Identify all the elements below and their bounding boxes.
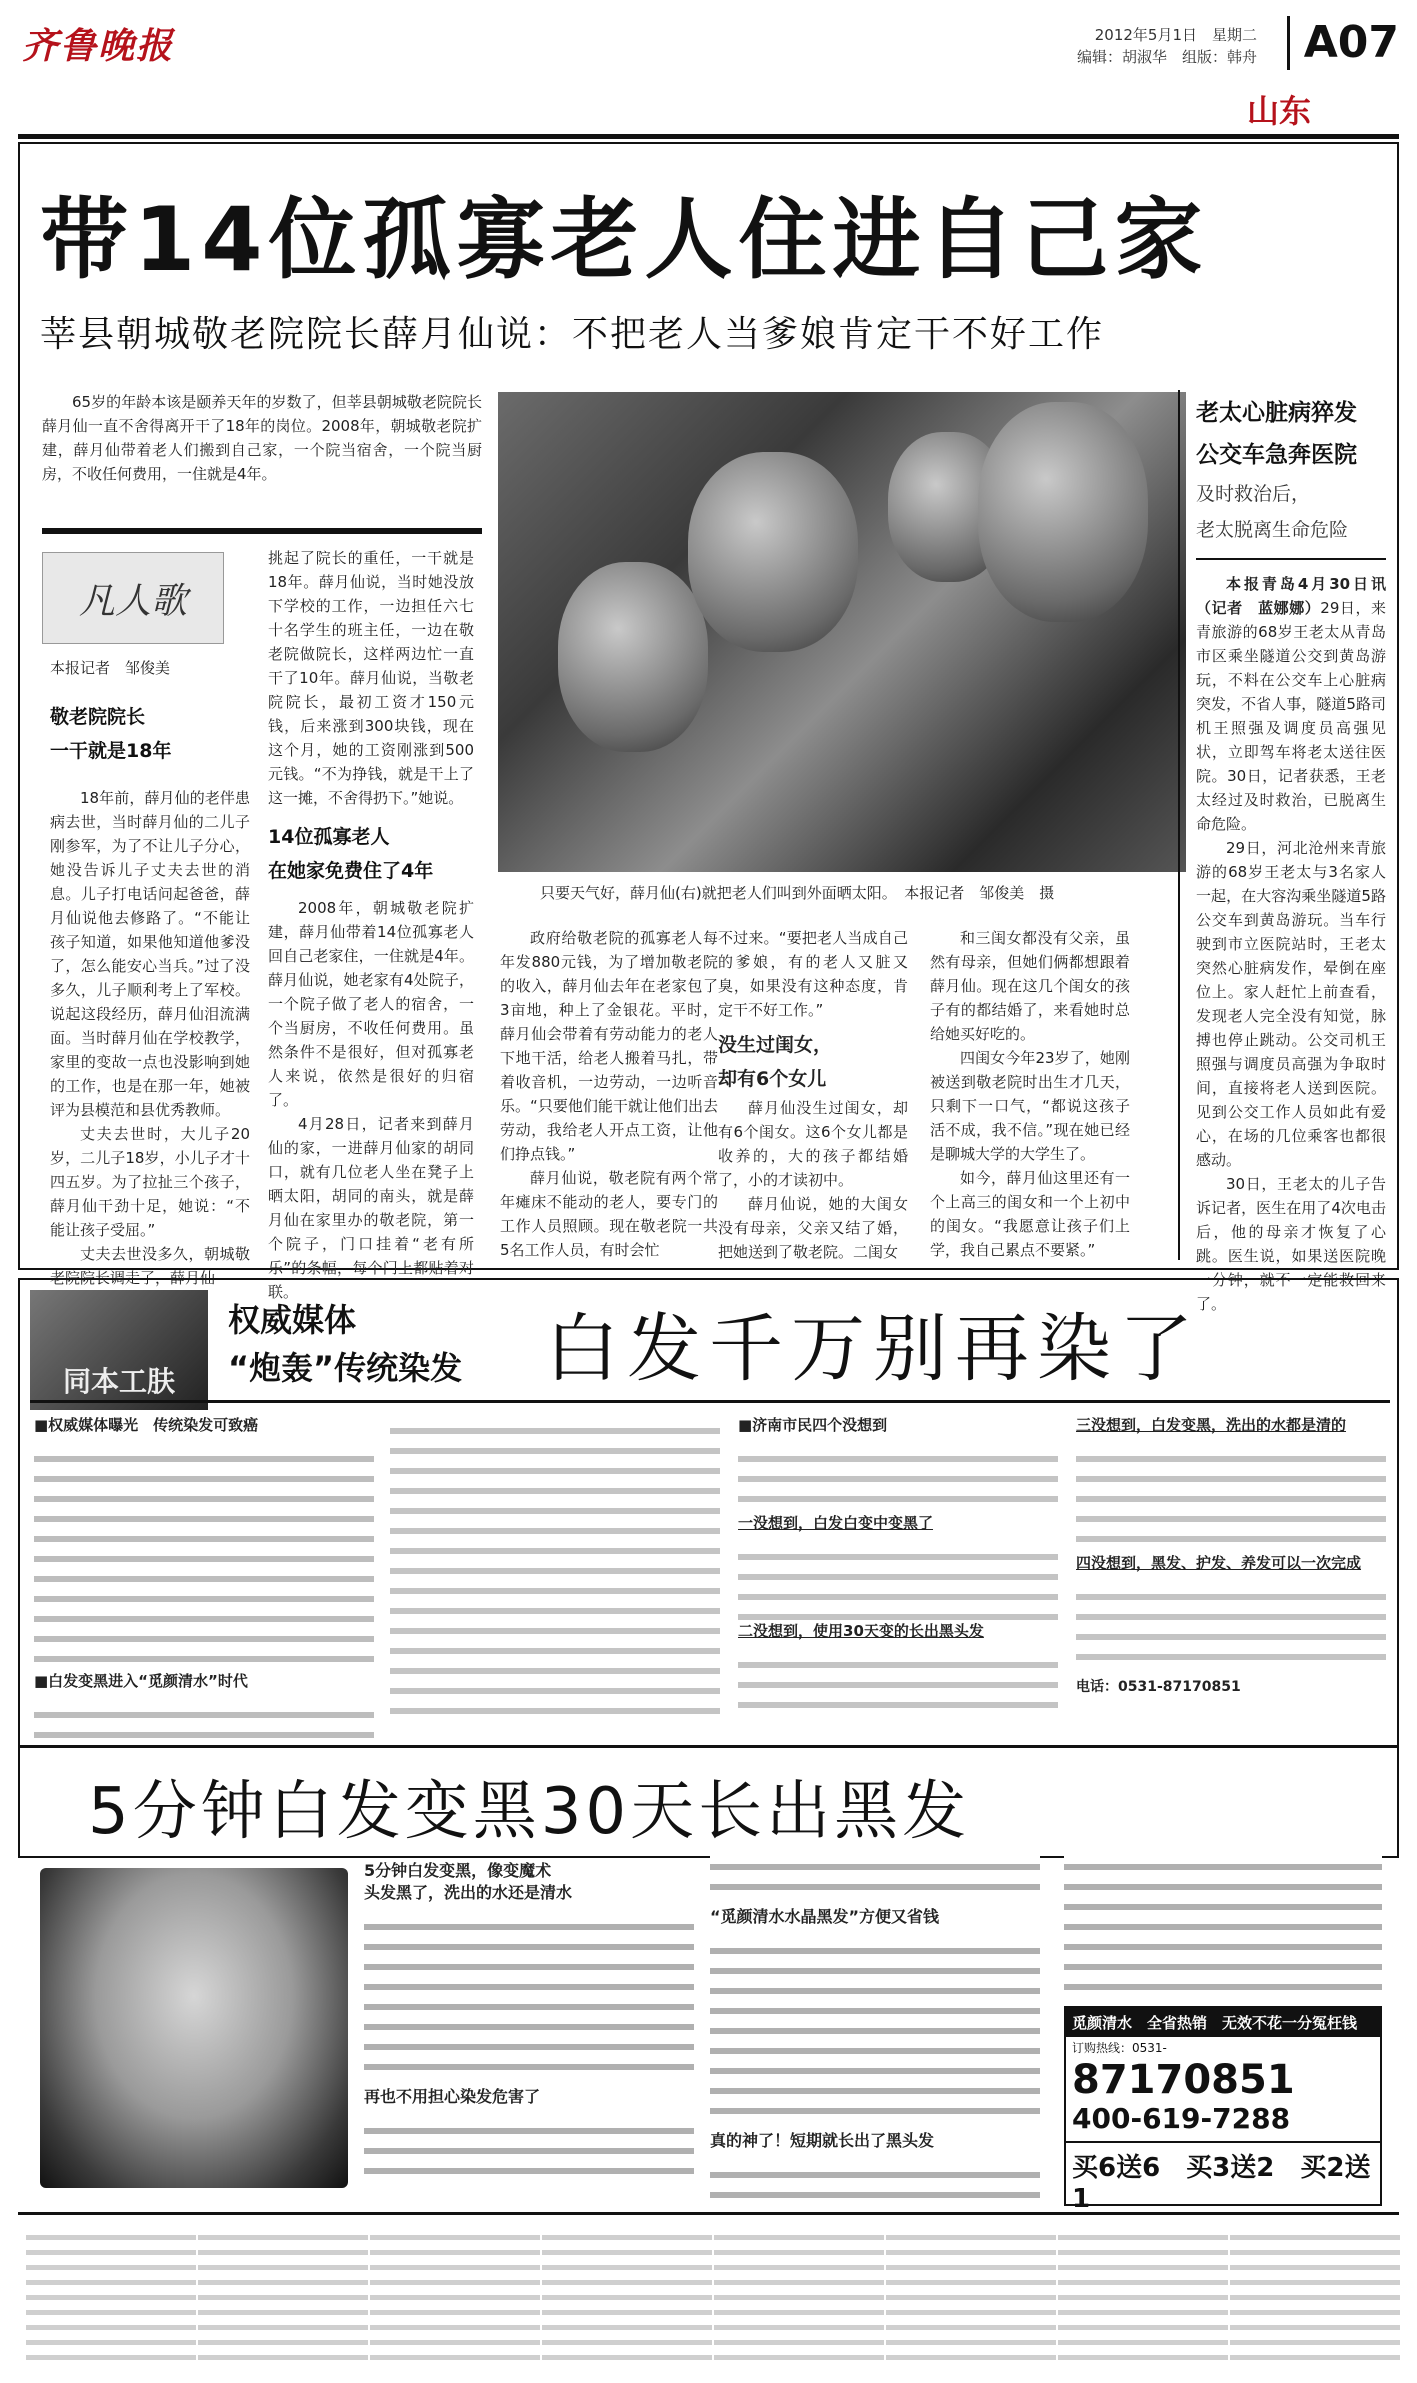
ad1-text-block-2 <box>34 1698 374 1738</box>
col2-p3: 4月28日，记者来到薛月仙的家，一进薛月仙家的胡同口，就有几位老人坐在凳子上晒太阳，胡同的南头，就是薛月仙在家里办的敬老院，第一个院子，门口挂着“老有所乐”的条幅，每个门上都贴着对联。 <box>268 1115 474 1301</box>
ad2-text-block-5 <box>710 2158 1040 2198</box>
ad2-section-4: 真的神了！短期就长出了黑头发 <box>710 2131 935 2150</box>
ad1-section-2: ■白发变黑进入“觅颜清水”时代 <box>34 1672 248 1690</box>
classified-listings <box>18 2212 1399 2375</box>
ad2-col-2 <box>710 1850 1040 2198</box>
subhead-2-line1: 14位孤寡老人 <box>268 826 390 848</box>
intro-rule <box>42 528 482 534</box>
listing-column <box>1058 2225 1228 2365</box>
ad1-phone: 电话：0531-87170851 <box>1076 1679 1241 1695</box>
ad2-offer: 买6送6 买3送2 买2送1 <box>1066 2141 1380 2218</box>
lead-column-3 <box>500 926 718 1262</box>
col3-p2: 薛月仙说，敬老院有两个常年瘫床不能动的老人，要专门的工作人员照顾。现在敬老院一共5名工作人员，有时会忙 <box>500 1169 718 1259</box>
ad1-point-4: 四没想到，黑发、护发、养发可以一次完成 <box>1076 1554 1362 1572</box>
ad2-hotline-number: 87170851 <box>1072 2057 1295 2103</box>
ad2-section-1b: 头发黑了，洗出的水还是清水 <box>364 1883 573 1902</box>
ad1-text-block-3 <box>738 1442 1058 1512</box>
ad-kicker-line1: 权威媒体 <box>228 1301 357 1339</box>
ad2-text-block-3 <box>710 1850 1040 1900</box>
ad2-hotline-number-2: 400-619-7288 <box>1072 2102 1291 2135</box>
subhead-3-line2: 却有6个女儿 <box>718 1068 827 1090</box>
lead-column-5 <box>930 926 1130 1262</box>
photo-caption: 只要天气好，薛月仙(右)就把老人们叫到外面晒太阳。 本报记者 邹俊美 摄 <box>540 884 1055 902</box>
sidebar-title-line1: 老太心脏病猝发 <box>1196 400 1357 426</box>
col1-p1: 18年前，薛月仙的老伴患病去世，当时薛月仙的二儿子刚参军，为了不让儿子分心，她没告诉儿子丈夫去世的消息。儿子打电话问起爸爸，薛月仙说他去修路了。“不能让孩子知道，如果他知道他爹没了，怎么能安心当兵。”过了没多久，儿子顺利考上了军校。说起这段经历，薛月仙泪流满面。当时薛月仙在学校教学，家里的变故一点也没影响到她的工作，也是在那一年，她被评为县模范和县优秀教师。 <box>50 789 250 1119</box>
ad-corner-tag: 同本工肤 <box>30 1290 208 1410</box>
ad1-text-block-1 <box>34 1442 374 1662</box>
ad2-text-block-4 <box>710 1934 1040 2124</box>
ad-kicker-line2: “炮轰”传统染发 <box>228 1349 463 1387</box>
ad-rule <box>30 1400 1390 1403</box>
ad-kicker <box>228 1296 462 1392</box>
sidebar-sub-line1: 及时救治后， <box>1196 483 1311 505</box>
ad2-col-1 <box>364 1860 694 2174</box>
ad1-section-3: ■济南市民四个没想到 <box>738 1416 888 1434</box>
ad-col-2 <box>390 1414 720 1714</box>
ad2-text-block-1 <box>364 1910 694 2080</box>
sidebar-body <box>1196 572 1386 1316</box>
ad2-top-rule <box>18 1745 1399 1748</box>
ad-col-1 <box>34 1414 374 1738</box>
lead-subheadline: 莘县朝城敬老院院长薛月仙说：不把老人当爹娘肯定干不好工作 <box>40 314 1105 355</box>
listing-column <box>542 2225 712 2365</box>
intro-paragraph: 65岁的年龄本该是颐养天年的岁数了，但莘县朝城敬老院院长薛月仙一直不舍得离开干了18年的岗位。2008年，朝城敬老院扩建，薛月仙带着老人们搬到自己家，一个院当宿舍，一个院当厨房，不收任何费用，一住就是4年。 <box>42 393 482 483</box>
ad-col-3 <box>738 1414 1058 1718</box>
col5-p1: 和三闺女都没有父亲，虽然有母亲，但她们俩都想跟着薛月仙。现在这几个闺女的孩子有的都结婚了，来看她时总给她买好吃的。 <box>930 929 1130 1043</box>
subhead-2 <box>268 820 474 888</box>
listing-column <box>886 2225 1056 2365</box>
photo-figure-caretaker <box>978 402 1148 622</box>
sidebar-p2: 29日，河北沧州来青旅游的68岁王老太与3名家人一起，在大容沟乘坐隧道5路公交车到黄岛游玩。当车行驶到市立医院站时，王老太突然心脏病发作，晕倒在座位上。家人赶忙上前查看，发现老人完全没有知觉，脉搏也停止跳动。公交司机王照强与调度员高强为争取时间，直接将老人送到医院。见到公交工作人员如此有爱心，在场的几位乘客也都很感动。 <box>1196 839 1386 1169</box>
sidebar-dateline: 本报青岛4月30日讯（记者 蓝娜娜） <box>1196 575 1386 617</box>
listing-column <box>26 2225 196 2365</box>
ad1-point-1: 一没想到，白发白变中变黑了 <box>738 1514 934 1532</box>
header-rule <box>18 134 1399 139</box>
col4-p2: 薛月仙没生过闺女，却有6个闺女。这6个女儿都是收养的，大的孩子都结婚了，小的才读初中。 <box>718 1099 908 1189</box>
lead-column-1 <box>50 786 250 1290</box>
ad2-model-photo <box>40 1868 348 2188</box>
ad2-contact-box <box>1064 2006 1382 2214</box>
listing-column <box>1230 2225 1400 2365</box>
region-label: 山东 <box>1246 92 1311 130</box>
sidebar-divider <box>1178 390 1180 1260</box>
ad2-col-3 <box>1064 1850 1382 2000</box>
lead-photo <box>498 392 1186 872</box>
editor-credits: 编辑：胡淑华 组版：韩舟 <box>1076 48 1257 66</box>
ad-col-4 <box>1076 1414 1386 1698</box>
col3-p1: 政府给敬老院的孤寡老人每年发880元钱，为了增加敬老院的收入，薛月仙去年在老家包了3亩地，种上了金银花。平时，薛月仙会带着有劳动能力的老人下地干活，给老人搬着马扎，带着收音机，一边劳动，一边听音乐。“只要他们能干就让他们出去劳动，我给老人开点工资，让他们挣点钱。” <box>500 929 718 1163</box>
subhead-2-line2: 在她家免费住了4年 <box>268 860 434 882</box>
ad-title: 白发千万别再染了 <box>545 1306 1201 1392</box>
sidebar-story <box>1196 392 1386 1316</box>
lead-headline: 带14位孤寡老人住进自己家 <box>40 188 1209 291</box>
col2-p1: 挑起了院长的重任，一干就是18年。薛月仙说，当时她没放下学校的工作，一边担任六七十名学生的班主任，一边在敬老院做院长，这样两边忙一直干了10年。薛月仙说，当敬老院院长，最初工资才150元钱，后来涨到300块钱，现在这个月，她的工资刚涨到500元钱。“不为挣钱，就是干上了这一摊，不舍得扔下。”她说。 <box>268 549 474 807</box>
lead-column-2 <box>268 546 474 810</box>
lead-column-2b <box>268 896 474 1304</box>
subhead-3-line1: 没生过闺女， <box>718 1034 833 1056</box>
page-number: A07 <box>1287 16 1399 70</box>
subhead-1-line2: 一干就是18年 <box>50 740 172 762</box>
byline: 本报记者 邹俊美 <box>50 659 171 677</box>
ad1-text-block-6 <box>1076 1442 1386 1552</box>
listing-column <box>714 2225 884 2365</box>
listing-column <box>370 2225 540 2365</box>
ad2-contact-slogan: 觅颜清水 全省热销 无效不花一分冤枉钱 <box>1066 2008 1380 2037</box>
ad1-text-block-5 <box>738 1648 1058 1718</box>
col1-p2: 丈夫去世时，大儿子20岁，二儿子18岁，小儿子才十四五岁。为了拉扯三个孩子，薛月仙干劲十足，她说：“不能让孩子受屈。” <box>50 1125 250 1239</box>
col2-p2: 2008年，朝城敬老院扩建，薛月仙带着14位孤寡老人回自己老家住，一住就是4年。薛月仙说，她老家有4处院子，一个院子做了老人的宿舍，一个当厨房，不收任何费用。虽然条件不是很好，但对孤寡老人来说，依然是很好的归宿了。 <box>268 899 474 1109</box>
subhead-1 <box>50 700 250 768</box>
ad2-section-1: 5分钟白发变黑，像变魔术 <box>364 1861 552 1880</box>
sidebar-rule <box>1196 558 1386 560</box>
sidebar-p1: 29日，来青旅游的68岁王老太从青岛市区乘坐隧道公交到黄岛游玩，不料在公交车上心脏病突发，不省人事，隧道5路司机王照强及调度员高强见状，立即驾车将老太送往医院。30日，记者获悉，王老太经过及时救治，已脱离生命危险。 <box>1196 599 1386 833</box>
ad1-section-1: ■权威媒体曝光 传统染发可致癌 <box>34 1416 259 1434</box>
photo-figure-elder-2 <box>688 452 858 652</box>
sidebar-p3: 30日，王老太的儿子告诉记者，医生在用了4次电击后，他的母亲才恢复了心跳。医生说，如果送医院晚一分钟，就不一定能救回来了。 <box>1196 1175 1386 1313</box>
listing-column <box>198 2225 368 2365</box>
ad2-section-2: 再也不用担心染发危害了 <box>364 2087 541 2106</box>
masthead: 齐鲁晚报 <box>22 25 175 67</box>
ad2-text-block-2 <box>364 2114 694 2174</box>
sidebar-title-line2: 公交车急奔医院 <box>1196 442 1357 468</box>
ad2-title: 5分钟白发变黑30天长出黑发 <box>88 1775 971 1849</box>
ad1-text-block-7 <box>1076 1580 1386 1670</box>
col5-p3: 如今，薛月仙这里还有一个上高三的闺女和一个上初中的闺女。“我愿意让孩子们上学，我自己累点不要紧。” <box>930 1169 1130 1259</box>
ad1-point-3: 三没想到，白发变黑，洗出的水都是清的 <box>1076 1416 1347 1434</box>
column-logo: 凡人歌 <box>42 552 224 644</box>
col5-p2: 四闺女今年23岁了，她刚被送到敬老院时出生才几天，只剩下一口气，“都说这孩子活不成，我不信。”现在她已经是聊城大学的大学生了。 <box>930 1049 1130 1163</box>
sidebar-sub-line2: 老太脱离生命危险 <box>1196 519 1349 541</box>
issue-date: 2012年5月1日 星期二 <box>1094 26 1257 44</box>
ad1-text-block-4 <box>738 1540 1058 1620</box>
col1-p3: 丈夫去世没多久，朝城敬老院院长调走了，薛月仙 <box>50 1245 250 1287</box>
ad2-section-3: “觅颜清水水晶黑发”方便又省钱 <box>710 1907 940 1926</box>
subhead-1-line1: 敬老院院长 <box>50 706 146 728</box>
lead-intro <box>42 390 482 486</box>
col4-p1: 不过来。“要把老人当成自己的爹娘，有的老人又脏又臭，如果没有这种态度，肯定干不好工作。” <box>718 929 908 1019</box>
col4-p3: 薛月仙说，她的大闺女没有母亲，父亲又结了婚，把她送到了敬老院。二闺女 <box>718 1195 908 1261</box>
ad2-hotline-prefix: 订购热线：0531- <box>1072 2041 1167 2055</box>
ad1-point-2: 二没想到，使用30天变的长出黑头发 <box>738 1622 984 1640</box>
dateline <box>1077 24 1257 68</box>
photo-figure-elder-1 <box>558 562 708 752</box>
lead-column-4 <box>718 926 908 1264</box>
